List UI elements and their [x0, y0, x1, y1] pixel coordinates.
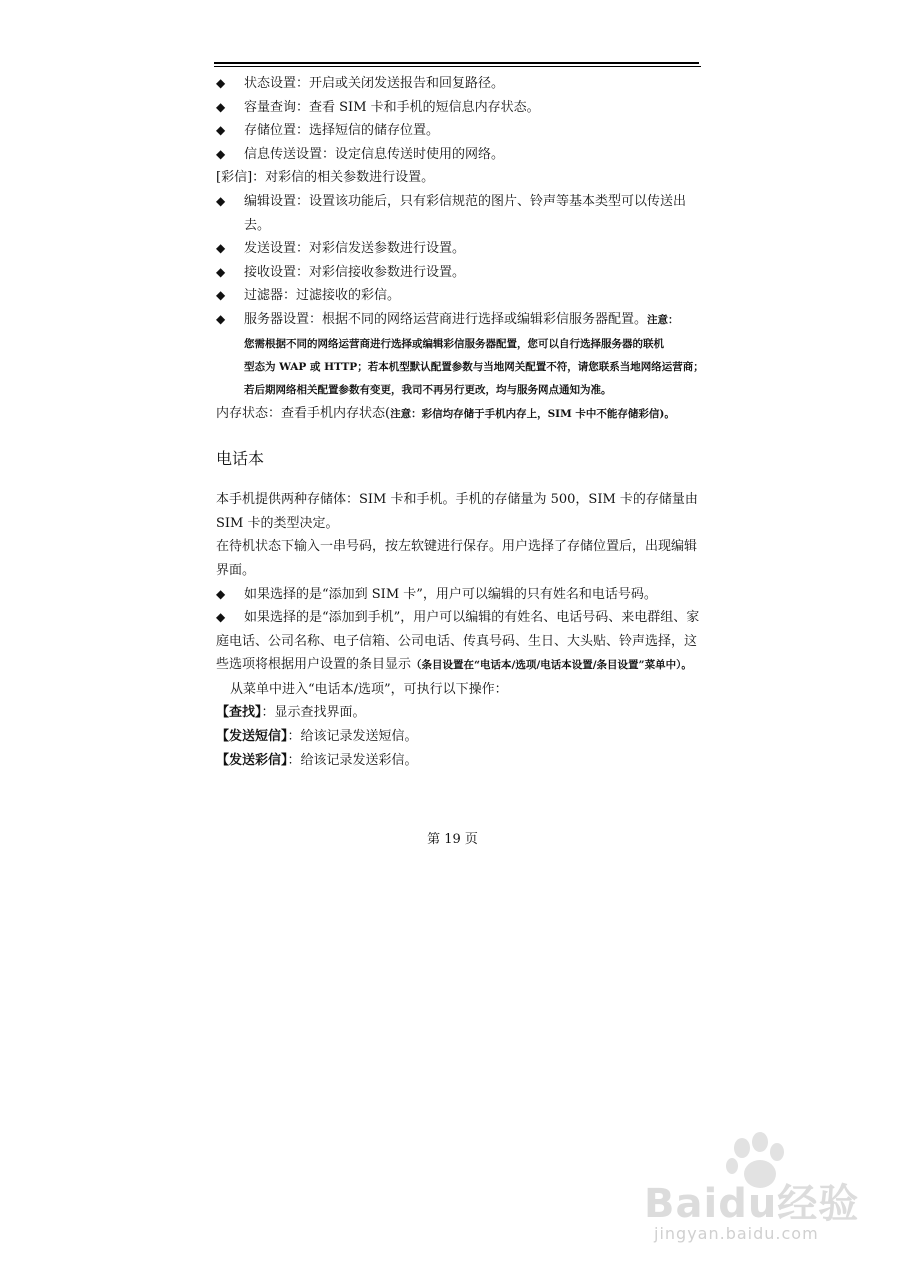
item-text: 服务器设置：根据不同的网络运营商进行选择或编辑彩信服务器配置。 [244, 311, 648, 327]
diamond-bullet-icon: ◆ [216, 288, 226, 303]
paragraph: 在待机状态下输入一串号码，按左软键进行保存。用户选择了存储位置后，出现编辑界面。 [216, 539, 698, 578]
list-item [216, 190, 700, 237]
list-item [216, 308, 700, 333]
item-label: 状态设置 [244, 76, 297, 91]
page-number: 第 19 页 [427, 832, 478, 847]
diamond-bullet-icon: ◆ [216, 264, 226, 279]
list-item [216, 96, 700, 120]
diamond-bullet-icon: ◆ [216, 193, 226, 208]
list-item [216, 606, 700, 678]
section-heading: 电话本 [216, 449, 265, 469]
operation-item [216, 725, 700, 749]
item-text: 编辑设置：设置该功能后，只有彩信规范的图片、铃声等基本类型可以传送出去。 [244, 193, 687, 233]
watermark-url: jingyan.baidu.com [654, 1224, 819, 1243]
diamond-bullet-icon: ◆ [216, 123, 226, 138]
item-text: ：选择短信的储存位置。 [296, 123, 440, 139]
page-content [216, 72, 704, 772]
list-item [216, 583, 700, 607]
paragraph: 本手机提供两种存储体：SIM 卡和手机。手机的存储量为 500，SIM 卡的存储量由 SIM 卡的类型决定。 [216, 492, 698, 531]
operation-text: ：给该记录发送短信。 [287, 729, 418, 745]
item-text: 过滤器：过滤接收的彩信。 [244, 288, 401, 304]
item-text: ：设定信息传送时使用的网络。 [322, 146, 505, 162]
operation-key: 【发送彩信】 [216, 752, 288, 768]
item-text: ：查看 SIM 卡和手机的短信息内存状态。 [296, 99, 540, 115]
header-rule-thin [214, 66, 701, 67]
diamond-bullet-icon: ◆ [216, 241, 226, 256]
list-item [216, 119, 700, 143]
list-item [216, 284, 700, 308]
diamond-bullet-icon: ◆ [216, 146, 226, 161]
note-line: 您需根据不同的网络运营商进行选择或编辑彩信服务器配置，您可以自行选择服务器的联机 [244, 337, 664, 350]
item-text: ：开启或关闭发送报告和回复路径。 [296, 76, 505, 91]
diamond-bullet-icon: ◆ [216, 610, 226, 625]
item-label: 存储位置 [244, 123, 297, 139]
operation-key: 【查找】 [216, 705, 262, 721]
item-label: 容量查询 [244, 99, 297, 115]
baidu-watermark [640, 1130, 860, 1250]
item-text: 如果选择的是“添加到手机”，用户可以编辑的有姓名、电话号码、来电群组、家庭电话、公司名称、电子信箱、公司电话、传真号码、生日、大头贴、铃声选择，这些选项将根据用户设置的条目显示 [216, 610, 700, 673]
menu-intro: 从菜单中进入“电话本/选项”，可执行以下操作： [230, 681, 508, 697]
operation-item [216, 701, 700, 725]
note-line: 型态为 WAP 或 HTTP；若本机型默认配置参数与当地网关配置不符，请您联系当地网络运营商； [244, 360, 704, 373]
diamond-bullet-icon: ◆ [216, 76, 226, 90]
list-item [216, 72, 700, 96]
note-line: 若后期网络相关配置参数有变更，我司不再另行更改，均与服务网点通知为准。 [244, 383, 612, 396]
operation-text: ：给该记录发送彩信。 [287, 752, 418, 768]
diamond-bullet-icon: ◆ [216, 99, 226, 114]
header-rule [214, 62, 699, 64]
memory-status-text: 内存状态：查看手机内存状态( [216, 405, 391, 421]
list-item [216, 143, 700, 167]
item-text: 如果选择的是“添加到 SIM 卡”，用户可以编辑的只有姓名和电话号码。 [244, 586, 657, 602]
diamond-bullet-icon: ◆ [216, 586, 226, 601]
item-note: （条目设置在“电话本/选项/电话本设置/条目设置”菜单中）。 [411, 659, 692, 672]
item-text: 接收设置：对彩信接收参数进行设置。 [244, 264, 466, 280]
diamond-bullet-icon: ◆ [216, 311, 226, 326]
list-item [216, 237, 700, 261]
item-text: 发送设置：对彩信发送参数进行设置。 [244, 241, 466, 257]
memory-status-note: 注意：彩信均存储于手机内存上，SIM 卡中不能存储彩信)。 [390, 407, 675, 420]
note-label: 注意： [647, 313, 679, 326]
operation-text: ：显示查找界面。 [261, 705, 366, 721]
mms-intro: [彩信]：对彩信的相关参数进行设置。 [216, 170, 435, 186]
item-label: 信息传送设置 [244, 146, 323, 162]
watermark-brand: Baidu经验 [644, 1181, 860, 1227]
memory-status [216, 402, 700, 427]
list-item [216, 261, 700, 285]
operation-item [216, 749, 700, 773]
operation-key: 【发送短信】 [216, 729, 288, 745]
